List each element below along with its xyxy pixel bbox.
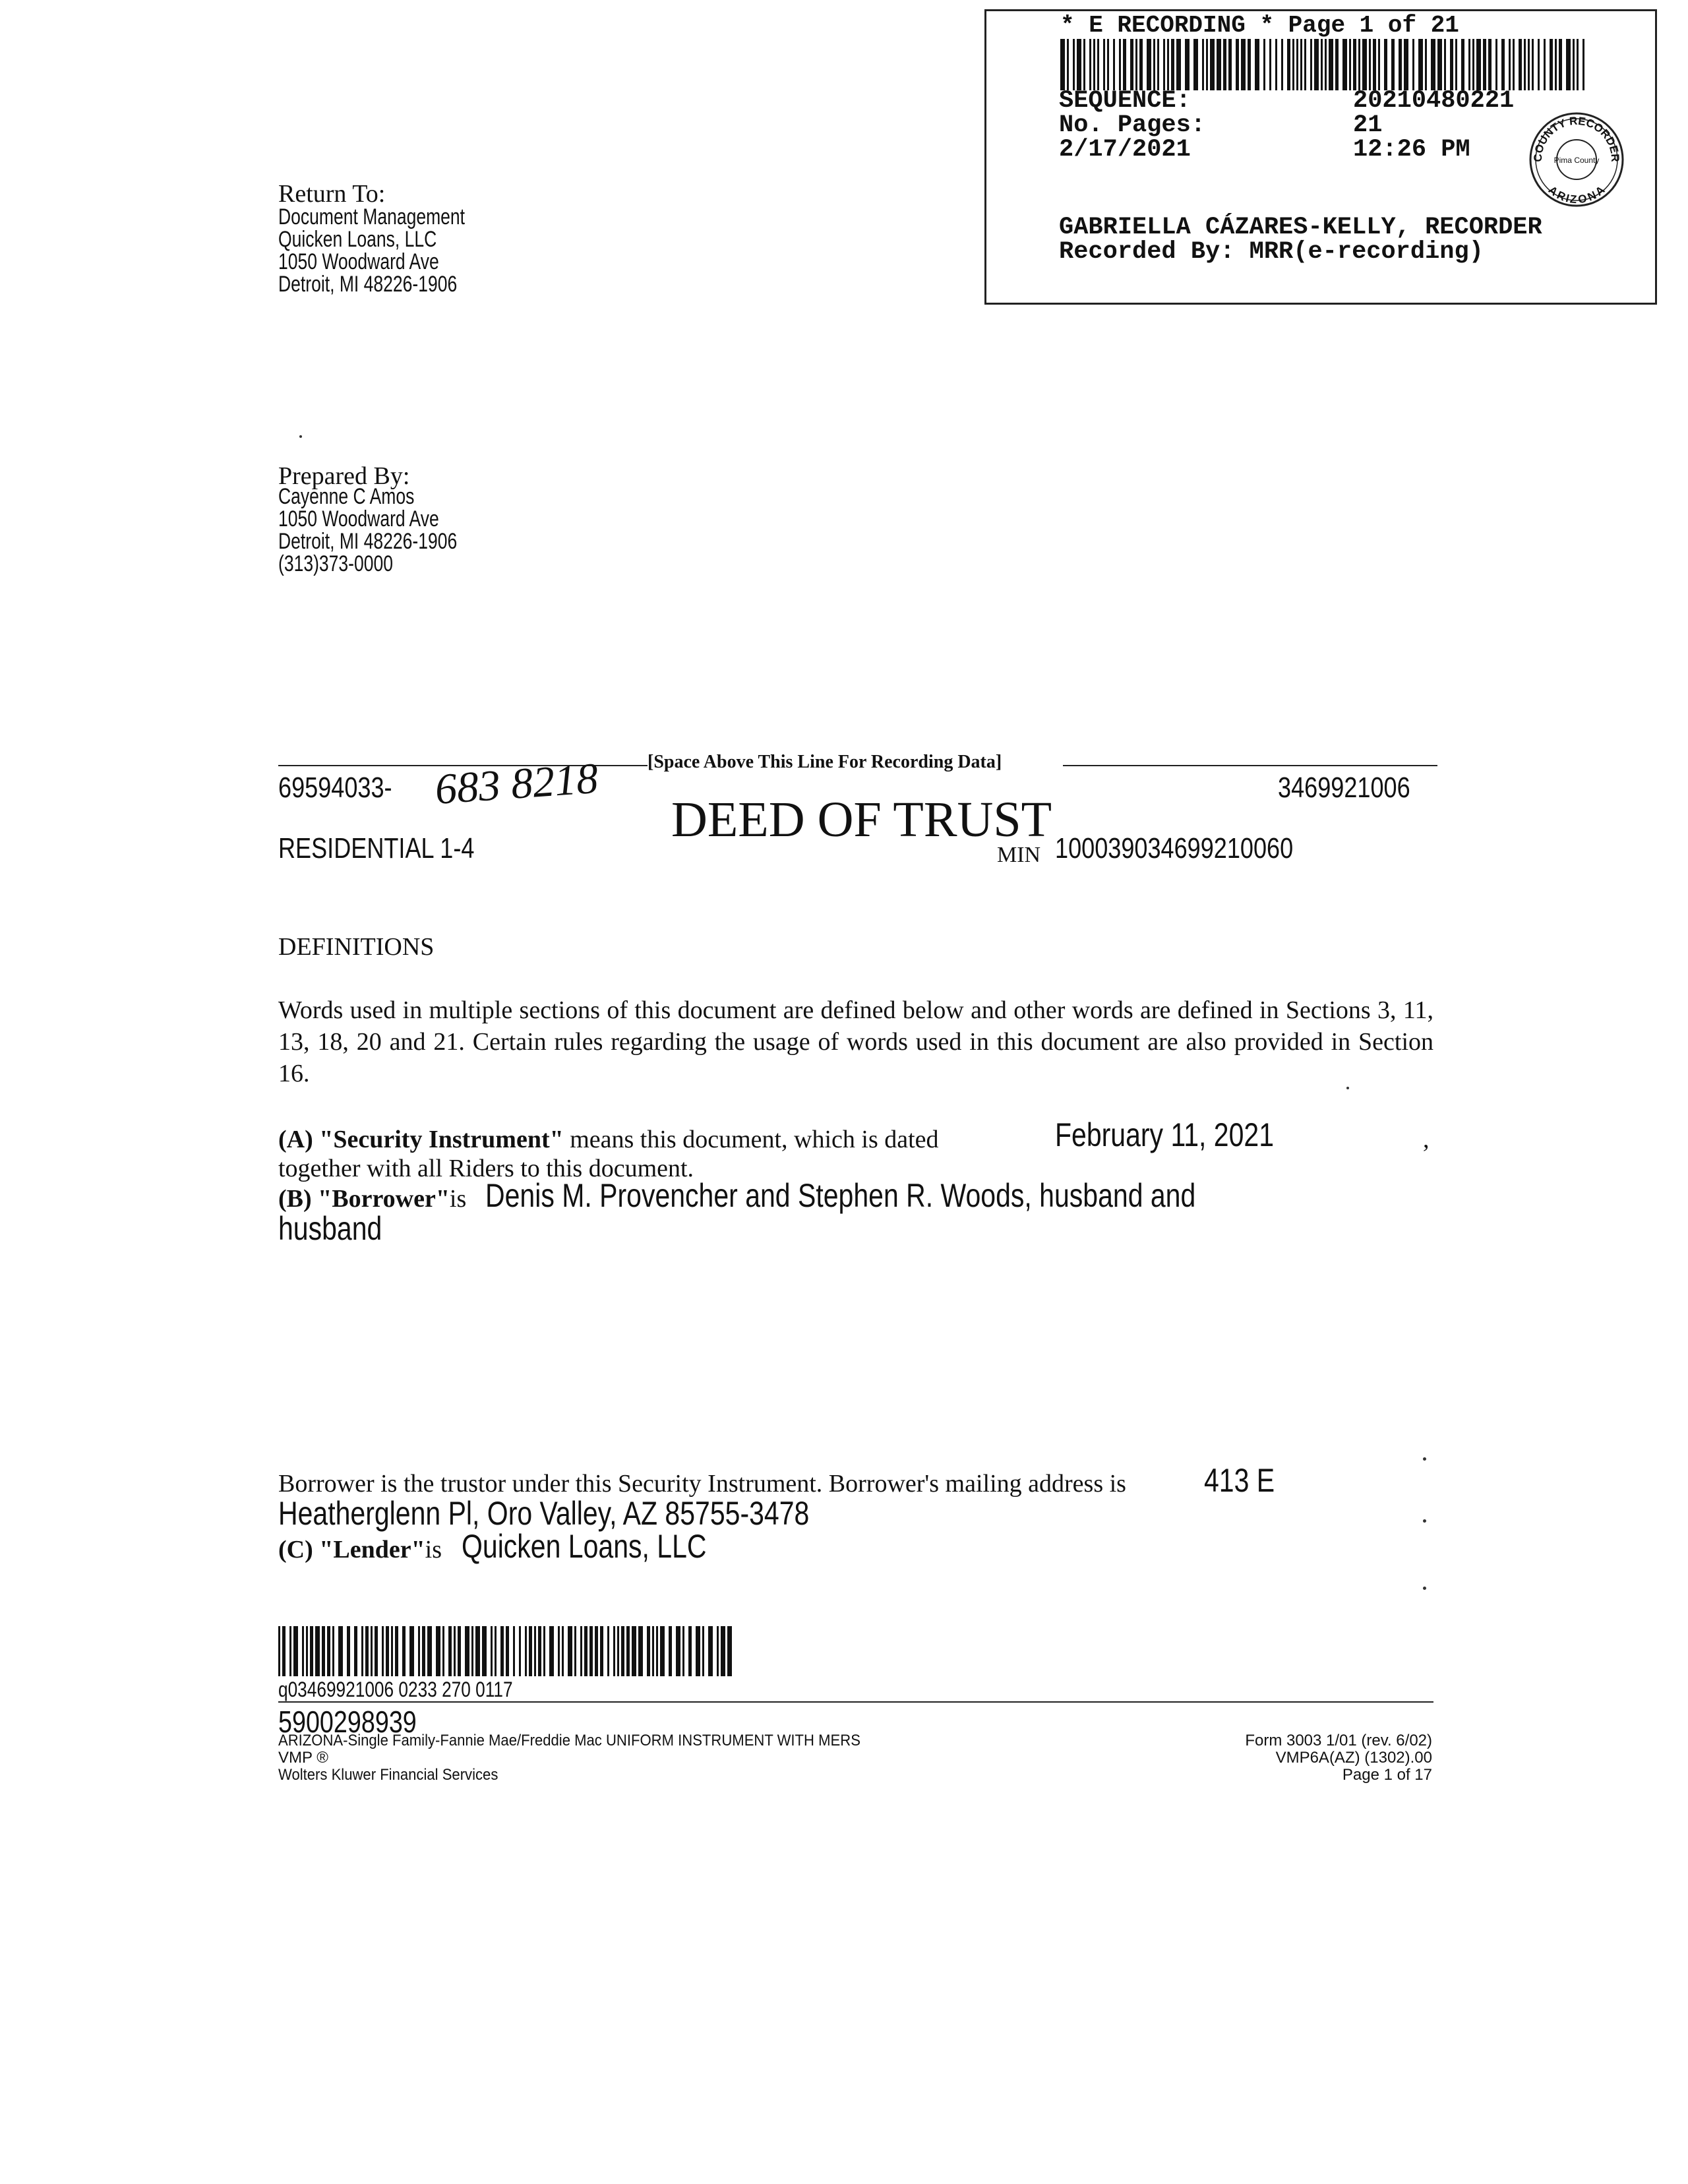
date-comma: , <box>1423 1126 1430 1153</box>
barcode-bar <box>652 1626 654 1676</box>
barcode-bar <box>278 1626 280 1676</box>
barcode-bar <box>1310 39 1312 90</box>
barcode-bar <box>1528 39 1530 90</box>
barcode-bar <box>1167 39 1169 90</box>
return-to-line: Detroit, MI 48226-1906 <box>278 272 458 297</box>
definition-a-text: means this document, which is dated <box>563 1126 939 1153</box>
barcode-bar <box>529 1626 532 1676</box>
barcode-bar <box>1358 39 1360 90</box>
sequence-value: 20210480221 <box>1353 87 1515 115</box>
barcode-bar <box>1135 39 1137 90</box>
barcode-bar <box>1342 39 1347 90</box>
footer-barcode <box>278 1626 733 1676</box>
barcode-bar <box>562 1626 564 1676</box>
barcode-bar <box>1329 39 1333 90</box>
seal-ring-text: COUNTY RECORDER <box>1531 114 1622 162</box>
scan-dot <box>1346 1087 1349 1089</box>
barcode-bar <box>632 1626 636 1676</box>
barcode-bar <box>382 1626 384 1676</box>
return-to-line: Document Management <box>278 204 466 229</box>
barcode-bar <box>1103 39 1105 90</box>
barcode-bar <box>1412 39 1414 90</box>
barcode-bar <box>1450 39 1453 90</box>
barcode-bar <box>391 1626 393 1676</box>
barcode-bar <box>676 1626 680 1676</box>
return-to-line: 1050 Woodward Ave <box>278 249 439 274</box>
return-to-address <box>278 206 465 295</box>
barcode-bar <box>1444 39 1446 90</box>
barcode-bar <box>322 1626 325 1676</box>
barcode-bar <box>454 1626 456 1676</box>
definition-a-continued: together with all Riders to this document. <box>278 1155 694 1182</box>
barcode-bar <box>1139 39 1143 90</box>
barcode-bar <box>1241 39 1246 90</box>
barcode-bar <box>1483 39 1486 90</box>
barcode-bar <box>1119 39 1121 90</box>
barcode-bar <box>293 1626 298 1676</box>
barcode-bar <box>1089 39 1091 90</box>
borrower-names: Denis M. Provencher and Stephen R. Woods, husband and <box>485 1177 1196 1214</box>
security-instrument-date: February 11, 2021 <box>1055 1116 1275 1153</box>
barcode-bar <box>1335 39 1339 90</box>
barcode-bar <box>513 1626 515 1676</box>
prepared-by-heading: Prepared By: <box>278 462 410 490</box>
recording-banner: * E RECORDING * Page 1 of 21 <box>1060 12 1459 39</box>
svg-text:ARIZONA <box>1546 183 1608 206</box>
barcode-bar <box>1176 39 1181 90</box>
barcode-bar <box>1171 39 1174 90</box>
barcode-bar <box>607 1626 609 1676</box>
barcode-bar <box>386 1626 389 1676</box>
residential-label: RESIDENTIAL 1-4 <box>278 832 475 864</box>
barcode-bar <box>1236 39 1239 90</box>
barcode-bar <box>534 1626 536 1676</box>
form-number: Form 3003 1/01 (rev. 6/02) <box>1245 1732 1432 1749</box>
recorder-name: GABRIELLA CÁZARES-KELLY, RECORDER <box>1059 214 1542 241</box>
barcode-bar <box>1369 39 1371 90</box>
barcode-bar <box>1073 39 1075 90</box>
prepared-by-line: 1050 Woodward Ave <box>278 506 439 531</box>
barcode-bar <box>310 1626 313 1676</box>
barcode-bar <box>727 1626 732 1676</box>
definition-a-prefix: (A) <box>278 1126 320 1153</box>
return-to-heading: Return To: <box>278 180 386 208</box>
footer-loan-id: 5900298939 <box>278 1705 417 1739</box>
mailing-address: Heatherglenn Pl, Oro Valley, AZ 85755-3478 <box>278 1495 810 1532</box>
barcode-bar <box>580 1626 582 1676</box>
lender-name: Quicken Loans, LLC <box>462 1528 707 1565</box>
barcode-bar <box>436 1626 440 1676</box>
barcode-bar <box>442 1626 444 1676</box>
barcode-bar <box>1455 39 1457 90</box>
barcode-bar <box>1362 39 1367 90</box>
barcode-bar <box>1538 39 1540 90</box>
barcode-bar <box>1373 39 1376 90</box>
barcode-bar <box>1217 39 1221 90</box>
barcode-bar <box>543 1626 545 1676</box>
barcode-bar <box>1509 39 1511 90</box>
barcode-bar <box>1083 39 1085 90</box>
barcode-bar <box>471 1626 473 1676</box>
barcode-bar <box>375 1626 378 1676</box>
barcode-bar <box>1532 39 1534 90</box>
seal-bottom-text: ARIZONA <box>1546 183 1608 206</box>
barcode-bar <box>1431 39 1435 90</box>
recording-date: 2/17/2021 <box>1059 136 1191 164</box>
recorded-by: Recorded By: MRR(e-recording) <box>1059 238 1484 266</box>
barcode-bar <box>525 1626 527 1676</box>
barcode-bar <box>1582 39 1584 90</box>
definitions-intro <box>278 994 1433 1089</box>
barcode-bar <box>1287 39 1290 90</box>
prepared-by-line: (313)373-0000 <box>278 551 393 576</box>
barcode-bar <box>1228 39 1232 90</box>
barcode-bar <box>1163 39 1165 90</box>
publisher-label: Wolters Kluwer Financial Services <box>278 1766 498 1784</box>
barcode-bar <box>422 1626 425 1676</box>
definition-c <box>278 1535 442 1564</box>
barcode-bar <box>1399 39 1402 90</box>
barcode-bar <box>682 1626 684 1676</box>
barcode-bar <box>327 1626 330 1676</box>
barcode-bar <box>1153 39 1155 90</box>
definition-a <box>278 1125 939 1154</box>
barcode-bar <box>1067 39 1069 90</box>
barcode-bar <box>1157 39 1159 90</box>
barcode-bar <box>1472 39 1474 90</box>
barcode-bar <box>669 1626 672 1676</box>
barcode-bar <box>696 1626 700 1676</box>
barcode-bar <box>621 1626 624 1676</box>
barcode-bar <box>418 1626 420 1676</box>
barcode-bar <box>1524 39 1526 90</box>
barcode-bar <box>482 1626 487 1676</box>
borrower-names-cont: husband <box>278 1210 382 1247</box>
barcode-bar <box>289 1626 291 1676</box>
barcode-bar <box>613 1626 615 1676</box>
barcode-bar <box>717 1626 719 1676</box>
barcode-bar <box>1113 39 1115 90</box>
document-title: DEED OF TRUST <box>671 792 1052 847</box>
pages-value: 21 <box>1353 111 1383 139</box>
barcode-bar <box>1437 39 1442 90</box>
barcode-bar <box>475 1626 480 1676</box>
barcode-bar <box>1093 39 1095 90</box>
barcode-bar <box>282 1626 286 1676</box>
barcode-bar <box>1248 39 1251 90</box>
barcode-bar <box>1147 39 1151 90</box>
recording-divider-right <box>1063 765 1437 766</box>
seal-center-text: Pima County <box>1553 156 1600 165</box>
barcode-bar <box>338 1626 343 1676</box>
barcode-bar <box>1513 39 1515 90</box>
barcode-bar <box>574 1626 576 1676</box>
barcode-bar <box>1404 39 1408 90</box>
footer-divider <box>278 1701 1433 1703</box>
barcode-bar <box>1349 39 1351 90</box>
barcode-bar <box>1223 39 1226 90</box>
barcode-bar <box>638 1626 643 1676</box>
barcode-bar <box>538 1626 541 1676</box>
barcode-bar <box>1325 39 1327 90</box>
barcode-bar <box>409 1626 414 1676</box>
min-label: MIN <box>997 843 1041 867</box>
barcode-bar <box>448 1626 452 1676</box>
barcode-bar <box>1501 39 1505 90</box>
barcode-bar <box>1077 39 1081 90</box>
sequence-label: SEQUENCE: <box>1059 87 1191 115</box>
barcode-bar <box>1573 39 1575 90</box>
barcode-bar <box>1577 39 1579 90</box>
barcode-bar <box>1281 39 1283 90</box>
loan-number: 69594033- <box>278 772 392 804</box>
recording-stamp-box <box>984 9 1657 305</box>
barcode-bar <box>626 1626 630 1676</box>
barcode-bar <box>595 1626 598 1676</box>
barcode-bar <box>1206 39 1208 90</box>
barcode-bar <box>371 1626 373 1676</box>
barcode-bar <box>1468 39 1470 90</box>
barcode-bar <box>354 1626 357 1676</box>
barcode-bar <box>1097 39 1099 90</box>
barcode-bar <box>1202 39 1204 90</box>
barcode-bar <box>1255 39 1259 90</box>
vmp-label: VMP ® <box>278 1749 328 1767</box>
barcode-bar <box>600 1626 603 1676</box>
barcode-bar <box>1269 39 1271 90</box>
definition-c-is: is <box>425 1536 442 1563</box>
definitions-heading: DEFINITIONS <box>278 933 435 961</box>
barcode-bar <box>1321 39 1323 90</box>
barcode-bar <box>1193 39 1198 90</box>
form-description: ARIZONA-Single Family-Fannie Mae/Freddie Mac UNIFORM INSTRUMENT WITH MERS <box>278 1732 860 1749</box>
barcode-bar <box>491 1626 493 1676</box>
barcode-bar <box>519 1626 521 1676</box>
handwritten-number: 683 8218 <box>433 754 600 814</box>
barcode-bar <box>617 1626 619 1676</box>
barcode-text: q03469921006 0233 270 0117 <box>278 1678 513 1701</box>
barcode-bar <box>1185 39 1190 90</box>
barcode-bar <box>1107 39 1109 90</box>
barcode-bar <box>1555 39 1557 90</box>
barcode-bar <box>1425 39 1427 90</box>
recording-time: 12:26 PM <box>1353 136 1470 164</box>
barcode-bar <box>306 1626 308 1676</box>
barcode-bar <box>1304 39 1306 90</box>
county-seal-icon <box>1527 110 1626 209</box>
prepared-by-line: Cayenne C Amos <box>278 484 415 509</box>
barcode-bar <box>458 1626 461 1676</box>
barcode-bar <box>1123 39 1126 90</box>
barcode-bar <box>1550 39 1553 90</box>
barcode-bar <box>1060 39 1065 90</box>
definition-c-prefix: (C) <box>278 1536 320 1563</box>
barcode-bar <box>660 1626 665 1676</box>
barcode-bar <box>365 1626 369 1676</box>
barcode-bar <box>647 1626 650 1676</box>
barcode-bar <box>568 1626 572 1676</box>
definition-c-term: "Lender" <box>319 1536 425 1563</box>
barcode-bar <box>688 1626 692 1676</box>
barcode-bar <box>1461 39 1464 90</box>
barcode-bar <box>721 1626 725 1676</box>
barcode-bar <box>1275 39 1277 90</box>
barcode-bar <box>1314 39 1319 90</box>
barcode-bar <box>402 1626 406 1676</box>
barcode-bar <box>506 1626 509 1676</box>
barcode-bar <box>1519 39 1522 90</box>
trustor-text: Borrower is the trustor under this Security Instrument. Borrower's mailing address is <box>278 1470 1126 1498</box>
barcode-bar <box>500 1626 504 1676</box>
barcode-bar <box>1418 39 1423 90</box>
page-number: Page 1 of 17 <box>1342 1766 1432 1784</box>
scan-dot <box>299 435 302 438</box>
barcode-bar <box>1300 39 1302 90</box>
barcode-bar <box>1391 39 1395 90</box>
mailing-address-start: 413 E <box>1204 1462 1275 1499</box>
reference-number: 3469921006 <box>1278 772 1410 804</box>
barcode-bar <box>1384 39 1387 90</box>
barcode-bar <box>302 1626 304 1676</box>
barcode-bar <box>1488 39 1492 90</box>
barcode-bar <box>589 1626 593 1676</box>
barcode-bar <box>1353 39 1356 90</box>
barcode-bar <box>1210 39 1215 90</box>
vmp-code: VMP6A(AZ) (1302).00 <box>1275 1749 1432 1767</box>
barcode-bar <box>1292 39 1294 90</box>
definition-b-is: is <box>449 1185 467 1213</box>
scan-dot <box>1423 1457 1426 1461</box>
definition-b-prefix: (B) <box>278 1185 318 1213</box>
barcode-bar <box>1263 39 1265 90</box>
barcode-bar <box>708 1626 713 1676</box>
barcode-bar <box>1378 39 1380 90</box>
barcode-bar <box>1476 39 1481 90</box>
definition-a-term: "Security Instrument" <box>319 1126 564 1153</box>
barcode-bar <box>1566 39 1571 90</box>
barcode-bar <box>347 1626 350 1676</box>
scan-dot <box>1423 1587 1426 1590</box>
scan-dot <box>1423 1519 1426 1523</box>
barcode-bar <box>702 1626 704 1676</box>
definitions-intro-text: Words used in multiple sections of this document are defined below and other words are defined in Sections 3, 11, 13, 18, 20 and 21. Certain rules regarding the usage of words used in this document are also provided in Section 16. <box>278 996 1433 1087</box>
prepared-by-address <box>278 485 457 575</box>
barcode-bar <box>361 1626 363 1676</box>
barcode-bar <box>656 1626 658 1676</box>
barcode-bar <box>558 1626 560 1676</box>
barcode-bar <box>584 1626 588 1676</box>
barcode-bar <box>495 1626 497 1676</box>
recording-barcode <box>1060 39 1588 92</box>
barcode-bar <box>395 1626 398 1676</box>
barcode-bar <box>1296 39 1298 90</box>
barcode-bar <box>332 1626 334 1676</box>
space-above-label: [Space Above This Line For Recording Data] <box>648 752 1002 772</box>
pages-label: No. Pages: <box>1059 111 1206 139</box>
definition-b-term: "Borrower" <box>318 1185 450 1213</box>
barcode-bar <box>1495 39 1497 90</box>
barcode-bar <box>549 1626 554 1676</box>
min-number: 100039034699210060 <box>1055 832 1294 864</box>
barcode-bar <box>1544 39 1546 90</box>
prepared-by-line: Detroit, MI 48226-1906 <box>278 529 458 554</box>
barcode-bar <box>427 1626 432 1676</box>
return-to-line: Quicken Loans, LLC <box>278 227 437 252</box>
barcode-bar <box>1130 39 1133 90</box>
barcode-bar <box>1559 39 1562 90</box>
barcode-bar <box>465 1626 469 1676</box>
barcode-bar <box>315 1626 320 1676</box>
